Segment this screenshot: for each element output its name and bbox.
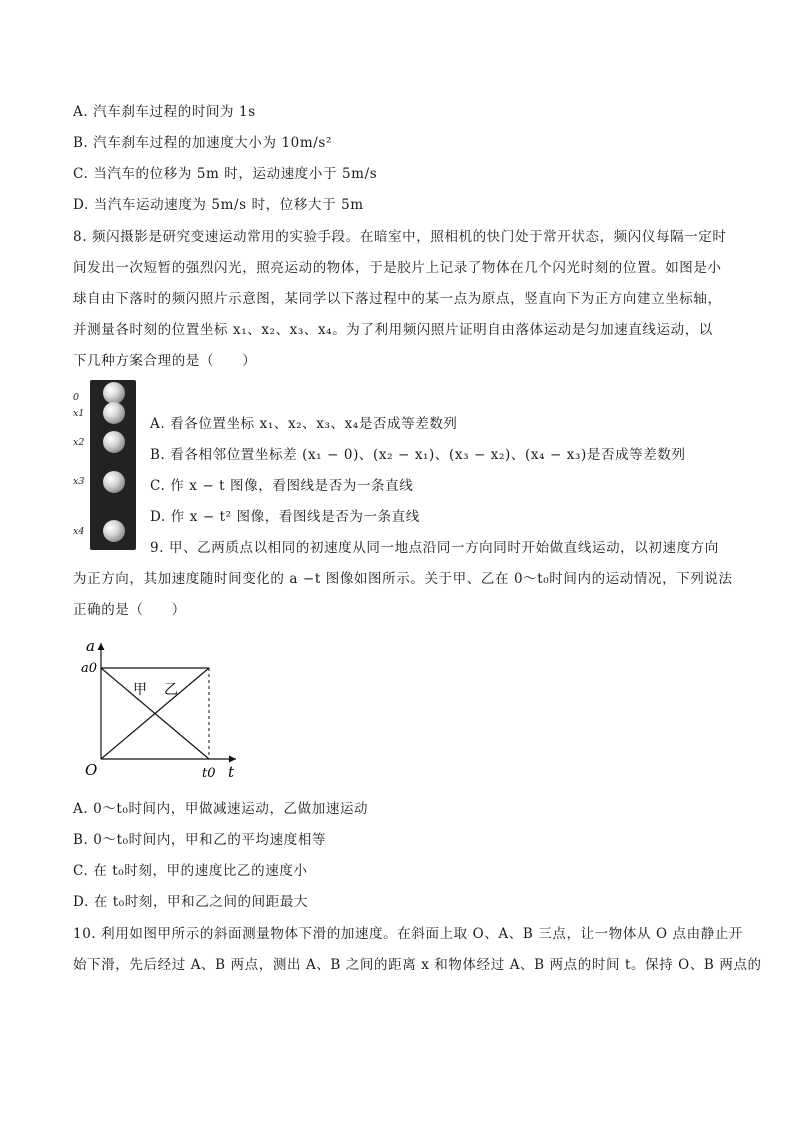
q9-option-d: D. 在 t₀时刻，甲和乙之间的间距最大: [73, 894, 309, 910]
q8-stem-line-5: 下几种方案合理的是（ ）: [73, 353, 257, 369]
q7-option-d: D. 当汽车运动速度为 5m/s 时，位移大于 5m: [73, 197, 364, 213]
q8-option-b: B. 看各相邻位置坐标差 (x₁ − 0)、(x₂ − x₁)、(x₃ − x₂)、(x₄ − x₃)是否成等差数列: [150, 447, 686, 463]
ball-4: [103, 520, 125, 542]
q8-stem-line-3: 球自由下落时的频闪照片示意图，某同学以下落过程中的某一点为原点，竖直向下为正方向建立坐标轴，: [73, 291, 722, 307]
ball-0: [103, 382, 125, 404]
q8-option-a: A. 看各位置坐标 x₁、x₂、x₃、x₄是否成等差数列: [150, 416, 458, 432]
q7-option-c: C. 当汽车的位移为 5m 时，运动速度小于 5m/s: [73, 166, 378, 182]
q8-stem-line-1: 8. 频闪摄影是研究变速运动常用的实验手段。在暗室中，照相机的快门处于常开状态，频闪仪每隔一定时: [73, 229, 727, 245]
origin-label: O: [85, 761, 98, 779]
q7-option-a: A. 汽车刹车过程的时间为 1s: [73, 104, 256, 120]
photo-label-x4: x4: [73, 526, 85, 537]
ball-3: [103, 471, 125, 493]
tick-label-a0: a0: [81, 661, 98, 676]
q9-stem-line-1: 9. 甲、乙两质点以相同的初速度从同一地点沿同一方向同时开始做直线运动，以初速度方向: [150, 540, 719, 556]
label-jia: 甲: [133, 682, 147, 698]
q8-option-d: D. 作 x − t² 图像，看图线是否为一条直线: [150, 509, 420, 525]
photo-label-0: 0: [73, 392, 80, 403]
tick-label-t0: t0: [202, 766, 216, 781]
q9-option-b: B. 0～t₀时间内，甲和乙的平均速度相等: [73, 832, 327, 848]
label-yi: 乙: [164, 682, 178, 698]
q9-stem-line-3: 正确的是（ ）: [73, 602, 186, 618]
q8-option-c: C. 作 x − t 图像，看图线是否为一条直线: [150, 478, 414, 494]
q8-stem-line-4: 并测量各时刻的位置坐标 x₁、x₂、x₃、x₄。为了利用频闪照片证明自由落体运动是匀加速直线运动，以: [73, 322, 713, 338]
q8-stem-line-2: 间发出一次短暂的强烈闪光，照亮运动的物体，于是胶片上记录了物体在几个闪光时刻的位置。如图是小: [73, 260, 722, 276]
q7-option-b: B. 汽车刹车过程的加速度大小为 10m/s²: [73, 135, 332, 151]
ball-2: [103, 431, 125, 453]
photo-label-x2: x2: [73, 437, 85, 448]
photo-label-x3: x3: [73, 476, 85, 487]
q10-stem-line-2: 始下滑，先后经过 A、B 两点，测出 A、B 之间的距离 x 和物体经过 A、B 两点的时间 t。保持 O、B 两点的: [73, 957, 762, 973]
q9-option-a: A. 0～t₀时间内，甲做减速运动，乙做加速运动: [73, 801, 369, 817]
q9-stem-line-2: 为正方向，其加速度随时间变化的 a −t 图像如图所示。关于甲、乙在 0～t₀时间内的运动情况，下列说法: [73, 571, 733, 587]
axis-label-a: a: [86, 637, 95, 655]
photo-label-x1: x1: [73, 408, 85, 419]
a-t-graph: [78, 635, 258, 785]
q9-option-c: C. 在 t₀时刻，甲的速度比乙的速度小: [73, 863, 308, 879]
strobe-photo: [90, 380, 136, 550]
ball-1: [103, 402, 125, 424]
axis-label-t: t: [228, 763, 235, 781]
q10-stem-line-1: 10. 利用如图甲所示的斜面测量物体下滑的加速度。在斜面上取 O、A、B 三点，让一物体从 O 点由静止开: [73, 926, 744, 942]
